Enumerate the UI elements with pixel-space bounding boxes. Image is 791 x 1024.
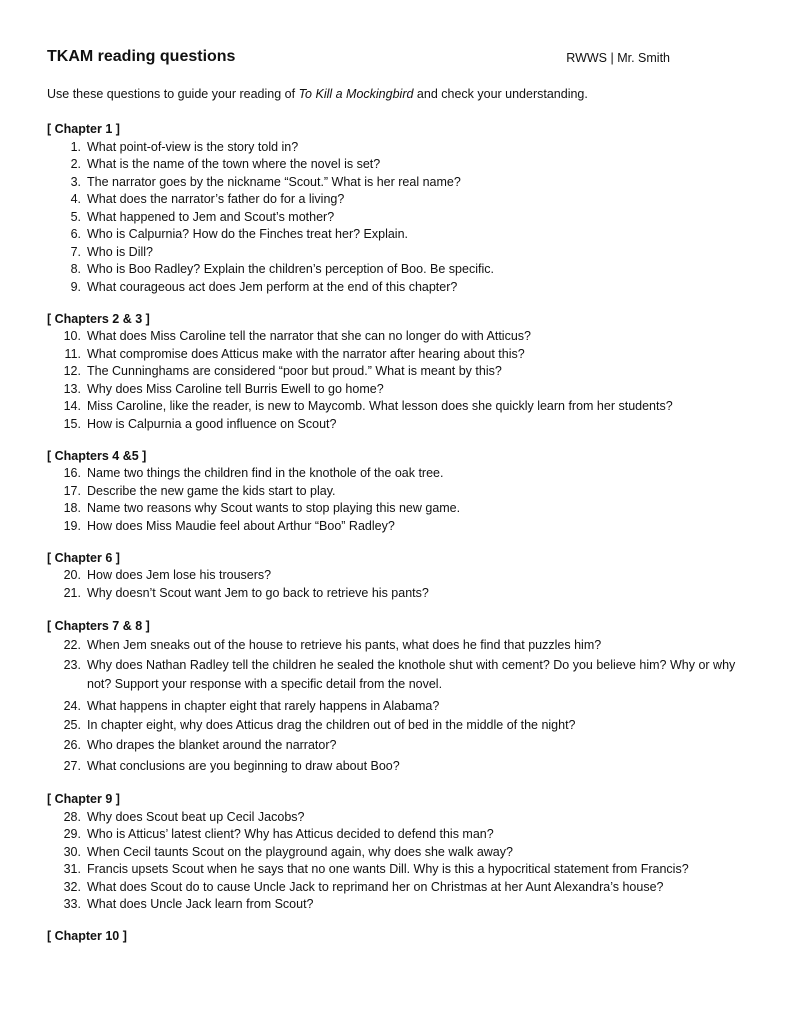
- question-number: 26.: [63, 737, 81, 752]
- intro-after: and check your understanding.: [413, 87, 588, 101]
- question-number: 29.: [63, 827, 81, 841]
- question-number: 23.: [63, 657, 81, 672]
- question-number: 31.: [63, 862, 81, 876]
- question-number: 25.: [63, 718, 81, 732]
- question-text: Why doesn’t Scout want Jem to go back to retrieve his pants?: [87, 585, 429, 600]
- question-number: 13.: [63, 381, 81, 396]
- question-text: What conclusions are you beginning to draw about Boo?: [87, 759, 400, 773]
- question-item: [47, 500, 747, 518]
- intro-before: Use these questions to guide your reading of: [47, 87, 299, 101]
- question-number: 10.: [63, 329, 81, 343]
- question-number: 14.: [63, 399, 81, 413]
- question-item: [47, 656, 747, 695]
- question-number: 5.: [70, 209, 81, 224]
- question-item: [47, 896, 747, 914]
- question-text: Who is Atticus’ latest client? Why has Atticus decided to defend this man?: [87, 827, 494, 841]
- question-list: [47, 809, 747, 914]
- question-number: 33.: [63, 897, 81, 911]
- question-number: 19.: [63, 518, 81, 533]
- section-heading: [ Chapter 9 ]: [47, 792, 120, 806]
- question-item: [47, 518, 747, 536]
- question-text: What does the narrator’s father do for a living?: [87, 192, 345, 206]
- question-number: 22.: [63, 638, 81, 652]
- question-number: 7.: [70, 244, 81, 259]
- question-list: [47, 139, 747, 297]
- question-item: [47, 398, 747, 416]
- chapter-section: [47, 928, 747, 946]
- question-item: [47, 416, 747, 434]
- question-item: [47, 381, 747, 399]
- question-text: How does Miss Maudie feel about Arthur “Boo” Radley?: [87, 518, 395, 533]
- question-item: [47, 328, 747, 346]
- chapter-section: [47, 311, 747, 434]
- question-number: 21.: [63, 585, 81, 600]
- question-number: 2.: [70, 157, 81, 171]
- question-item: [47, 879, 747, 897]
- question-item: [47, 346, 747, 364]
- question-text: Francis upsets Scout when he says that no one wants Dill. Why is this a hypocritical statement from Francis?: [87, 862, 689, 876]
- question-text: Who is Calpurnia? How do the Finches treat her? Explain.: [87, 227, 408, 241]
- question-number: 24.: [63, 698, 81, 713]
- chapter-section: [47, 791, 747, 914]
- question-text: What happens in chapter eight that rarely happens in Alabama?: [87, 698, 440, 713]
- question-text: Who drapes the blanket around the narrator?: [87, 737, 337, 752]
- page-header: [47, 48, 744, 72]
- book-title: To Kill a Mockingbird: [298, 87, 414, 101]
- question-item: [47, 465, 747, 483]
- question-item: [47, 757, 747, 777]
- question-item: [47, 139, 747, 157]
- question-item: [47, 174, 747, 192]
- question-text: Why does Miss Caroline tell Burris Ewell to go home?: [87, 381, 384, 396]
- chapter-section: [47, 448, 747, 536]
- question-item: [47, 244, 747, 262]
- question-item: [47, 209, 747, 227]
- chapter-section: [47, 617, 747, 777]
- question-item: [47, 363, 747, 381]
- question-list: [47, 328, 747, 433]
- question-sections: [47, 121, 747, 960]
- class-teacher-label: RWWS | Mr. Smith: [566, 51, 670, 65]
- question-number: 11.: [64, 346, 81, 361]
- question-text: Miss Caroline, like the reader, is new to Maycomb. What lesson does she quickly learn from her students?: [87, 399, 673, 413]
- section-heading: [ Chapter 6 ]: [47, 550, 120, 565]
- section-heading: [ Chapters 7 & 8 ]: [47, 618, 150, 633]
- question-text: Name two things the children find in the knothole of the oak tree.: [87, 466, 444, 480]
- question-text: What is the name of the town where the novel is set?: [87, 157, 381, 171]
- question-number: 17.: [63, 483, 81, 498]
- question-number: 28.: [63, 809, 81, 824]
- question-item: [47, 697, 747, 717]
- question-item: [47, 279, 747, 297]
- chapter-section: [47, 550, 747, 603]
- section-heading: [ Chapters 4 &5 ]: [47, 448, 147, 463]
- question-number: 9.: [70, 279, 81, 294]
- question-number: 27.: [63, 759, 81, 773]
- question-text: The Cunninghams are considered “poor but proud.” What is meant by this?: [87, 364, 502, 378]
- intro-text: [47, 87, 588, 101]
- question-item: [47, 567, 747, 585]
- question-text: Who is Boo Radley? Explain the children’s perception of Boo. Be specific.: [87, 262, 494, 276]
- question-item: [47, 716, 747, 736]
- question-text: What happened to Jem and Scout’s mother?: [87, 209, 335, 224]
- question-item: [47, 483, 747, 501]
- question-number: 32.: [63, 879, 81, 894]
- question-item: [47, 156, 747, 174]
- question-item: [47, 226, 747, 244]
- question-list: [47, 465, 747, 535]
- question-item: [47, 585, 747, 603]
- question-number: 6.: [70, 227, 81, 241]
- question-text: How does Jem lose his trousers?: [87, 568, 272, 582]
- question-text: What does Scout do to cause Uncle Jack to reprimand her on Christmas at her Aunt Alexandra’s house?: [87, 879, 664, 894]
- question-number: 12.: [63, 364, 81, 378]
- question-number: 20.: [63, 568, 81, 582]
- question-item: [47, 844, 747, 862]
- question-number: 30.: [63, 844, 81, 859]
- question-list: [47, 567, 747, 602]
- question-text: What compromise does Atticus make with the narrator after hearing about this?: [87, 346, 525, 361]
- section-heading: [ Chapter 10 ]: [47, 929, 127, 943]
- question-text: How is Calpurnia a good influence on Scout?: [87, 416, 337, 431]
- question-number: 16.: [63, 466, 81, 480]
- question-text: The narrator goes by the nickname “Scout.” What is her real name?: [87, 174, 461, 189]
- question-number: 3.: [70, 174, 81, 189]
- section-heading: [ Chapters 2 & 3 ]: [47, 311, 150, 326]
- question-text: Why does Nathan Radley tell the children he sealed the knothole shut with cement? Do you believe him? Why or why not? Support your response with a specific detail from the novel.: [87, 657, 736, 691]
- question-number: 1.: [70, 139, 81, 154]
- question-item: [47, 861, 747, 879]
- question-text: When Cecil taunts Scout on the playground again, why does she walk away?: [87, 844, 513, 859]
- question-text: What point-of-view is the story told in?: [87, 139, 299, 154]
- question-text: In chapter eight, why does Atticus drag the children out of bed in the middle of the night?: [87, 718, 576, 732]
- question-text: When Jem sneaks out of the house to retrieve his pants, what does he find that puzzles him?: [87, 638, 602, 652]
- question-text: What does Miss Caroline tell the narrator that she can no longer do with Atticus?: [87, 329, 531, 343]
- question-text: What courageous act does Jem perform at the end of this chapter?: [87, 279, 458, 294]
- question-item: [47, 809, 747, 827]
- question-item: [47, 191, 747, 209]
- question-text: Name two reasons why Scout wants to stop playing this new game.: [87, 501, 461, 515]
- question-item: [47, 826, 747, 844]
- question-text: Why does Scout beat up Cecil Jacobs?: [87, 809, 305, 824]
- question-text: What does Uncle Jack learn from Scout?: [87, 897, 314, 911]
- page-title: TKAM reading questions: [47, 48, 236, 65]
- question-item: [47, 736, 747, 756]
- question-item: [47, 636, 747, 656]
- question-text: Describe the new game the kids start to play.: [87, 483, 336, 498]
- question-item: [47, 261, 747, 279]
- question-number: 8.: [70, 262, 81, 276]
- question-text: Who is Dill?: [87, 244, 153, 259]
- question-list: [47, 636, 747, 777]
- question-number: 4.: [70, 192, 81, 206]
- question-number: 18.: [63, 501, 81, 515]
- question-number: 15.: [63, 416, 81, 431]
- section-heading: [ Chapter 1 ]: [47, 122, 120, 136]
- chapter-section: [47, 121, 747, 296]
